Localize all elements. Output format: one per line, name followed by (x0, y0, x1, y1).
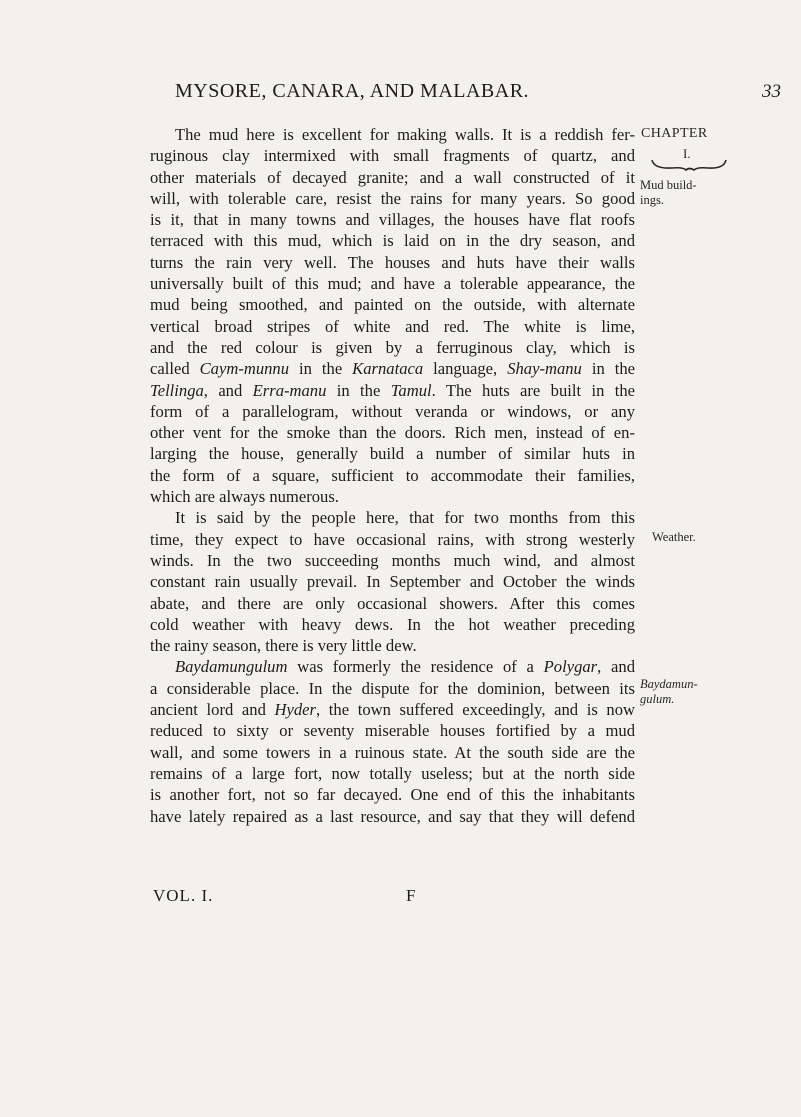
text-line: other materials of decayed granite; and a wall constructed of it (150, 167, 635, 187)
text-line: mud being smoothed, and painted on the outside, with alternate (150, 295, 635, 315)
text-line: ruginous clay intermixed with small fragments of quartz, and (150, 146, 635, 166)
text-line: have lately repaired as a last resource, and say that they will defend (150, 806, 635, 826)
footer-signature: F (406, 886, 416, 905)
text-line: turns the rain very well. The houses and huts have their walls (150, 252, 635, 272)
body-text (150, 124, 635, 827)
text-line: abate, and there are only occasional showers. After this comes (150, 593, 635, 613)
chapter-label: CHAPTER (641, 126, 708, 141)
text-line: winds. In the two succeeding months much wind, and almost (150, 550, 635, 570)
sidenote-weather: Weather. (652, 530, 696, 544)
footer-volume: VOL. I. (153, 886, 214, 905)
text-line: vertical broad stripes of white and red. The white is lime, (150, 316, 635, 336)
text-line: ancient lord and Hyder, the town suffered exceedingly, and is now (150, 700, 636, 720)
page-number: 33 (762, 81, 781, 102)
text-line: reduced to sixty or seventy miserable houses fortified by a mud (150, 721, 635, 741)
text-line: Baydamungulum was formerly the residence of a Polygar, and (175, 657, 635, 677)
text-line: which are always numerous. (150, 487, 339, 507)
running-title: MYSORE, CANARA, AND MALABAR. (175, 80, 530, 102)
text-line: remains of a large fort, now totally useless; but at the north side (150, 763, 635, 783)
sidenote-mud-line-2: ings. (640, 193, 664, 207)
text-line: The mud here is excellent for making walls. It is a reddish fer- (175, 125, 635, 144)
text-line: and the red colour is given by a ferruginous clay, which is (150, 337, 635, 357)
chapter-brace-icon (650, 158, 728, 172)
text-line: universally built of this mud; and have a tolerable appearance, the (150, 274, 635, 294)
chapter-number: I. (683, 146, 691, 161)
text-line: terraced with this mud, which is laid on in the dry season, and (150, 231, 635, 251)
sidenote-mud-line-1: Mud build- (640, 178, 697, 192)
sidenote-bay-line-1: Baydamun- (640, 677, 698, 691)
text-line: a considerable place. In the dispute for the dominion, between its (150, 678, 635, 698)
text-line: form of a parallelogram, without veranda or windows, or any (150, 401, 635, 421)
sidenote-baydamungulum (640, 677, 698, 707)
text-line: wall, and some towers in a ruinous state. At the south side are the (150, 742, 635, 762)
text-line: It is said by the people here, that for two months from this (175, 508, 635, 528)
sidenote-mud-buildings (640, 178, 697, 208)
text-line: other vent for the smoke than the doors. Rich men, instead of en- (150, 423, 635, 443)
text-line: Tellinga, and Erra-manu in the Tamul. The huts are built in the (150, 380, 636, 400)
text-line: larging the house, generally build a number of similar huts in (150, 444, 635, 464)
text-line: called Caym-munnu in the Karnataca language, Shay-manu in the (150, 359, 635, 379)
text-line: will, with tolerable care, resist the rains for many years. So good (150, 188, 635, 208)
text-line: is it, that in many towns and villages, the houses have flat roofs (150, 210, 635, 230)
text-line: the form of a square, sufficient to accommodate their families, (150, 465, 635, 485)
text-line: constant rain usually prevail. In September and October the winds (150, 572, 635, 592)
text-line: cold weather with heavy dews. In the hot weather preceding (150, 614, 635, 634)
text-line: is another fort, not so far decayed. One end of this the inhabitants (150, 785, 635, 805)
text-line: time, they expect to have occasional rains, with strong westerly (150, 529, 635, 549)
text-line: the rainy season, there is very little dew. (150, 636, 417, 656)
sidenote-bay-line-2: gulum. (640, 692, 675, 706)
